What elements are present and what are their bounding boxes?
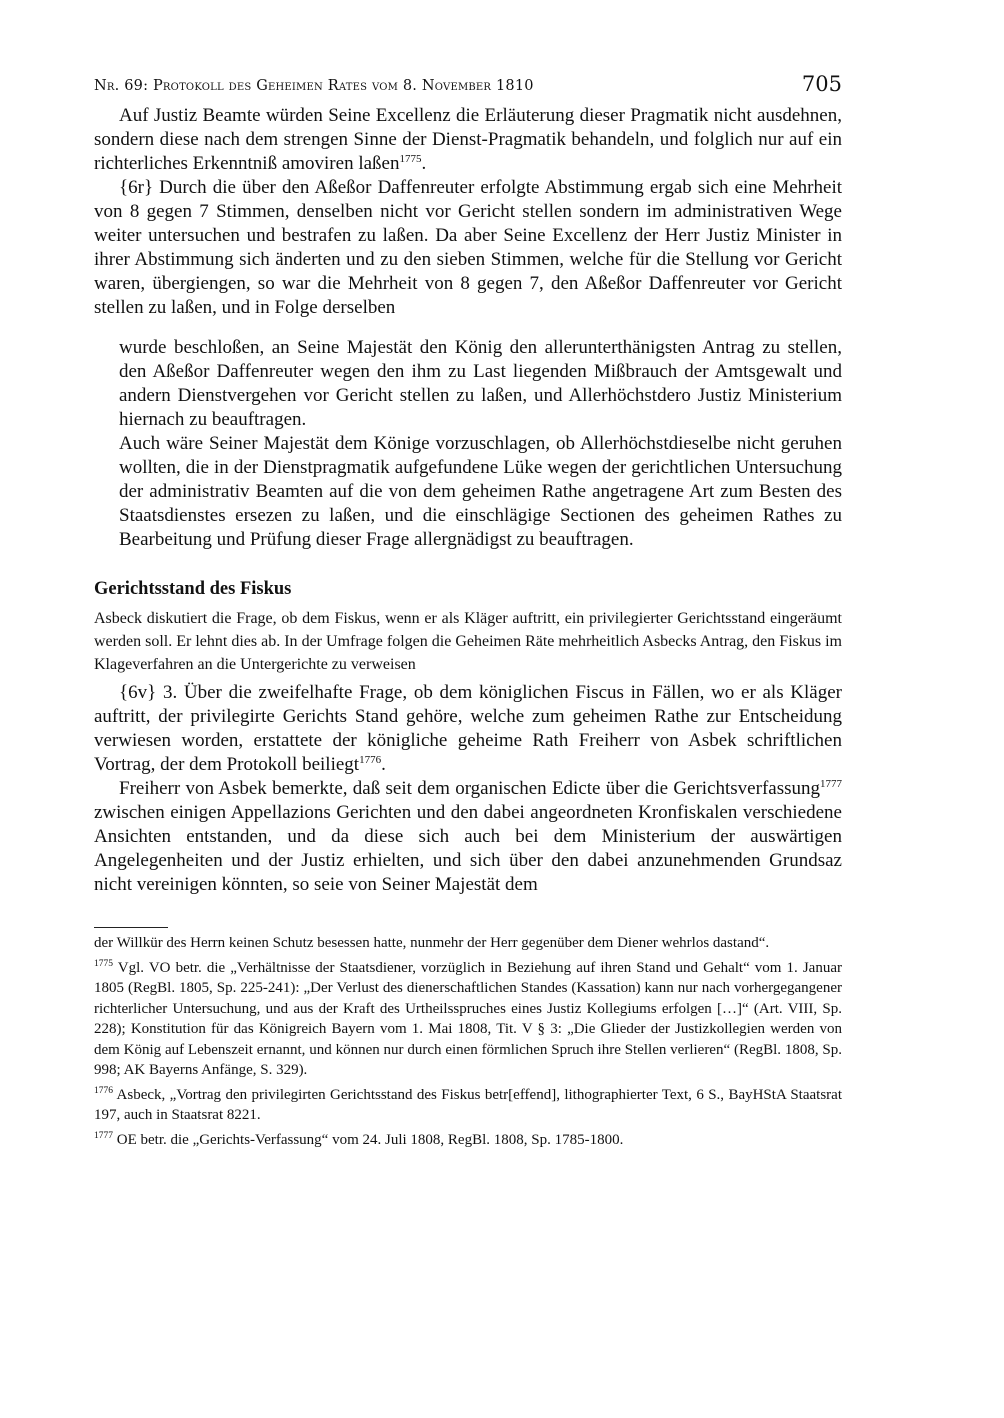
paragraph-text: {6v} 3. Über die zweifelhafte Frage, ob dem königlichen Fiscus in Fällen, wo er als Kläger auftritt, der privilegirte Gerichts Stand gehöre, welche zum geheimen Rathe zur Entscheidung verwiesen worden, erstattete der königliche geheime Rath Freiherr von Asbek schriftlichen Vortrag, der dem Protokoll beiliegt bbox=[94, 682, 842, 775]
paragraph-text: Freiherr von Asbek bemerkte, daß seit dem organischen Edicte über die Gerichtsverfassung bbox=[119, 778, 820, 799]
footnote-number: 1775 bbox=[94, 958, 113, 969]
paragraph-2: {6r} Durch die über den Aßeßor Daffenreuter erfolgte Abstimmung ergab sich eine Mehrheit von 8 gegen 7 Stimmen, denselben nicht vor Gericht stellen sondern im administrativen Wege weiter untersuchen und bestrafen zu laßen. Da aber Seine Excellenz der Herr Justiz Minister in ihrer Abstimmung sich änderten und zu den sieben Stimmen, welche für die Stellung vor Gericht waren, übergiengen, so war die Mehrheit von 8 gegen 7, den Aßeßor Daffenreuter vor Gericht stellen zu laßen, und in Folge derselben bbox=[94, 177, 842, 318]
footnote-text: OE betr. die „Gerichts-Verfassung“ vom 24. Juli 1808, RegBl. 1808, Sp. 1785-1800. bbox=[113, 1131, 624, 1148]
footnotes bbox=[94, 933, 842, 1150]
footnote-text: Asbeck, „Vortrag den privilegirten Gerichtsstand des Fiskus betr[effend], lithographierter Text, 6 S., BayHStA Staatsrat 197, auch in Staatsrat 8221. bbox=[94, 1086, 842, 1123]
footnote-continuation: der Willkür des Herrn keinen Schutz besessen hatte, nunmehr der Herr gegenüber dem Diener wehrlos dastand“. bbox=[94, 935, 770, 951]
footnote-1777 bbox=[94, 1130, 842, 1151]
footnote-ref[interactable]: 1775 bbox=[399, 153, 422, 165]
paragraph-text: . bbox=[381, 754, 386, 775]
paragraph-3 bbox=[94, 681, 842, 777]
paragraph-text: . bbox=[421, 153, 427, 174]
footnote-1776 bbox=[94, 1085, 842, 1126]
section-heading: Gerichtsstand des Fiskus bbox=[94, 579, 292, 599]
paragraph-4 bbox=[94, 777, 842, 897]
running-header bbox=[94, 70, 842, 104]
footnote-number: 1776 bbox=[94, 1085, 113, 1096]
footnote-ref[interactable]: 1777 bbox=[820, 778, 842, 790]
footnote-number: 1777 bbox=[94, 1130, 113, 1141]
paragraph-text: Auf Justiz Beamte würden Seine Excellenz die Erläuterung dieser Pragmatik nicht ausdehnen, sondern diese nach dem strengen Sinne der Dienst-Pragmatik behandeln, und folglich nur auf ein richterliches Erkenntniß amoviren laßen bbox=[94, 105, 842, 174]
footnote-divider bbox=[94, 927, 168, 928]
page-number: 705 bbox=[801, 72, 842, 96]
paragraph-1 bbox=[94, 104, 842, 176]
decision-block bbox=[119, 336, 842, 552]
decision-paragraph-2: Auch wäre Seiner Majestät dem Könige vorzuschlagen, ob Allerhöchstdieselbe nicht geruhen wollten, die in der Dienstpragmatik aufgefundene Lüke wegen der gerichtlichen Untersuchung der administrativ Beamten auf die von dem geheimen Rathe angetragene Art zum Besten des Staatsdienstes ersezen zu laßen, und die einschlägige Sectionen des geheimen Rathes zu Bearbeitung und Prüfung dieser Frage allergnädigst zu beauftragen. bbox=[119, 433, 842, 550]
section-summary: Asbeck diskutiert die Frage, ob dem Fiskus, wenn er als Kläger auftritt, ein privilegierter Gerichtsstand eingeräumt werden soll. Er lehnt dies ab. In der Umfrage folgen die Geheimen Räte mehrheitlich Asbecks Antrag, den Fiskus im Klageverfahren an die Untergerichte zu verweisen bbox=[94, 610, 842, 673]
footnote-1775 bbox=[94, 958, 842, 1081]
footnote-text: Vgl. VO betr. die „Verhältnisse der Staatsdiener, vorzüglich in Beziehung auf ihren Stand und Gehalt“ vom 1. Januar 1805 (RegBl. 1805, Sp. 225-241): „Der Verlust des dienerschaftlichen Standes (Kassation) kann nur nach vorhergegangener richterlicher Untersuchung, und aus der Kraft des Urtheilsspruches eines Justiz Kollegiums erfolgen […]“ (Art. VIII, Sp. 228); Konstitution für das Königreich Bayern vom 1. Mai 1808, Tit. V § 3: „Die Glieder der Justizkollegien werden von dem König auf Lebenszeit ernannt, und können nur durch einen förmlichen Spruch ihre Stellen verlieren“ (RegBl. 1808, Sp. 998; AK Bayerns Anfänge, S. 329). bbox=[94, 959, 842, 1078]
decision-paragraph-1: wurde beschloßen, an Seine Majestät den König den allerunterthänigsten Antrag zu stellen, den Aßeßor Daffenreuter wegen den ihm zu Last liegenden Mißbrauch der Amtsgewalt und andern Dienstvergehen vor Gericht stellen zu laßen, und Allerhöchstdero Justiz Ministerium hiernach zu beauftragen. bbox=[119, 337, 842, 430]
header-title: Nr. 69: Protokoll des Geheimen Rates vom 8. November 1810 bbox=[94, 78, 534, 94]
paragraph-text: zwischen einigen Appellazions Gerichten und den dabei angeordneten Kronfiskalen verschiedene Ansichten entstanden, und da diese sich auch bei dem Ministerium der auswärtigen Angelegenheiten und der Justiz erhielten, und sich über den dabei anzunehmenden Grundsaz nicht vereinigen könnten, so seie von Seiner Majestät dem bbox=[94, 802, 842, 895]
main-text-2 bbox=[94, 681, 842, 897]
footnote-ref[interactable]: 1776 bbox=[359, 754, 382, 766]
document-page bbox=[94, 70, 842, 1154]
main-text bbox=[94, 104, 842, 320]
